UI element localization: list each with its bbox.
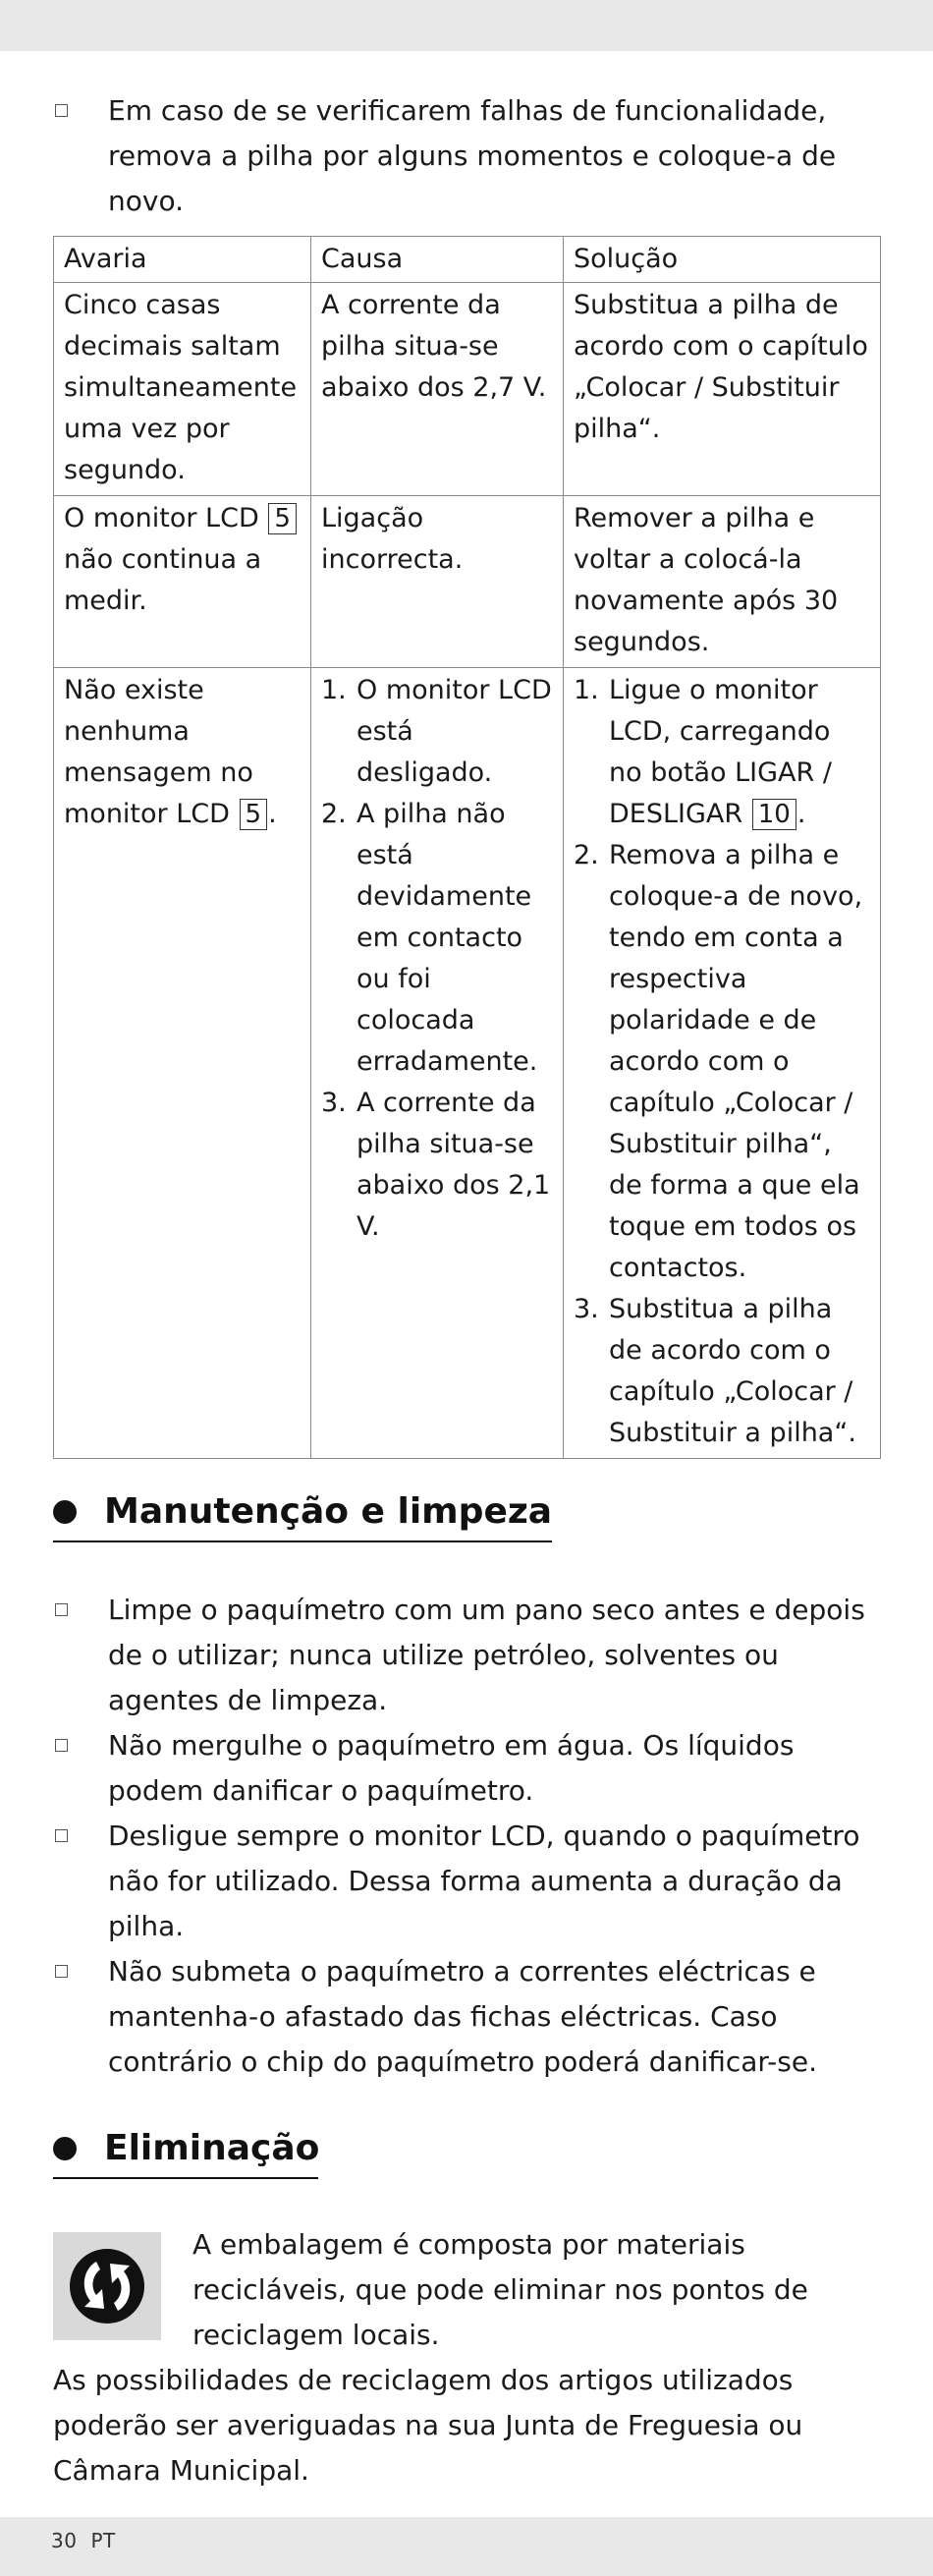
table-row bbox=[54, 496, 881, 668]
cause-step: 3. A corrente da pilha situa-se abaixo dos 2,1 V. bbox=[321, 1088, 551, 1242]
intro-bullet: Em caso de se verificarem falhas de funcionalidade, remova a pilha por alguns momentos e coloque-a de novo. bbox=[51, 88, 886, 224]
packaging-text: A embalagem é composta por materiais recicláveis, que pode eliminar nos pontos de reciclagem locais. bbox=[192, 2228, 808, 2351]
cell-causa bbox=[311, 668, 564, 1459]
heading-underline bbox=[53, 2177, 318, 2179]
solution-step: 2. Remova a pilha e coloque-a de novo, tendo em conta a respectiva polaridade e de acordo com o capítulo „Colocar / Substituir pilha“, de forma a que ela toque em todos os contactos. bbox=[574, 840, 863, 1283]
list-item: Limpe o paquímetro com um pano seco antes e depois de o utilizar; nunca utilize petróleo, solventes ou agentes de limpeza. bbox=[51, 1588, 886, 1723]
table-row bbox=[54, 668, 881, 1459]
intro-bullet-list bbox=[51, 88, 886, 224]
footer-band bbox=[0, 2517, 933, 2576]
cause-steps bbox=[321, 670, 553, 1248]
cell-solucao: Remover a pilha e voltar a colocá-la novamente após 30 segundos. bbox=[564, 496, 881, 668]
bullet-box-icon bbox=[55, 1965, 68, 1978]
top-band bbox=[0, 0, 933, 51]
table-header-row bbox=[54, 237, 881, 283]
list-item: Não mergulhe o paquímetro em água. Os líquidos podem danificar o paquímetro. bbox=[51, 1723, 886, 1814]
section-title: Manutenção e limpeza bbox=[104, 1491, 553, 1532]
cause-step: 1. O monitor LCD está desligado. bbox=[321, 675, 552, 788]
cell-avaria: Cinco casas decimais saltam simultaneamente uma vez por segundo. bbox=[54, 283, 311, 496]
section-bullet-icon bbox=[53, 2137, 77, 2160]
table-row bbox=[54, 283, 881, 496]
page-number: 30 bbox=[51, 2529, 78, 2552]
green-dot-recycling-icon bbox=[53, 2232, 161, 2340]
cell-avaria: O monitor LCD 5 não continua a medir. bbox=[54, 496, 311, 668]
cell-solucao bbox=[564, 668, 881, 1459]
cell-solucao: Substitua a pilha de acordo com o capítulo „Colocar / Substituir pilha“. bbox=[564, 283, 881, 496]
solution-step: 1. Ligue o monitor LCD, carregando no botão LIGAR / DESLIGAR 10 . bbox=[574, 675, 832, 829]
cause-step: 2. A pilha não está devidamente em contacto ou foi colocada erradamente. bbox=[321, 799, 538, 1077]
header-causa: Causa bbox=[311, 237, 564, 283]
header-avaria: Avaria bbox=[54, 237, 311, 283]
list-item: Desligue sempre o monitor LCD, quando o paquímetro não for utilizado. Dessa forma aumenta a duração da pilha. bbox=[51, 1814, 886, 1949]
heading-underline bbox=[53, 1540, 552, 1542]
bullet-box-icon bbox=[55, 1603, 68, 1616]
solution-steps bbox=[574, 670, 870, 1454]
bullet-box-icon bbox=[55, 1739, 68, 1752]
cell-avaria: Não existe nenhuma mensagem no monitor LCD 5 . bbox=[54, 668, 311, 1459]
bullet-box-icon bbox=[55, 1829, 68, 1842]
reference-number: 10 bbox=[752, 799, 796, 830]
cell-causa: A corrente da pilha situa-se abaixo dos 2,7 V. bbox=[311, 283, 564, 496]
troubleshooting-table bbox=[53, 236, 881, 1459]
bullet-box-icon bbox=[55, 104, 68, 117]
list-item: Não submeta o paquímetro a correntes eléctricas e mantenha-o afastado das fichas eléctricas. Caso contrário o chip do paquímetro poderá danificar-se. bbox=[51, 1949, 886, 2085]
cell-causa: Ligação incorrecta. bbox=[311, 496, 564, 668]
maintenance-heading bbox=[53, 1491, 552, 1532]
disposal-heading bbox=[53, 2128, 319, 2168]
reference-number: 5 bbox=[240, 799, 268, 830]
maintenance-bullet-list bbox=[51, 1588, 886, 2085]
recycling-paragraph: As possibilidades de reciclagem dos artigos utilizados poderão ser averiguadas na sua Junta de Freguesia ou Câmara Municipal. bbox=[53, 2364, 803, 2487]
solution-step: 3. Substitua a pilha de acordo com o capítulo „Colocar / Substituir a pilha“. bbox=[574, 1294, 856, 1448]
language-code: PT bbox=[90, 2529, 116, 2552]
section-bullet-icon bbox=[53, 1500, 77, 1524]
reference-number: 5 bbox=[268, 503, 297, 534]
header-solucao: Solução bbox=[564, 237, 881, 283]
section-title: Eliminação bbox=[104, 2128, 320, 2168]
page-footer bbox=[51, 2529, 116, 2552]
